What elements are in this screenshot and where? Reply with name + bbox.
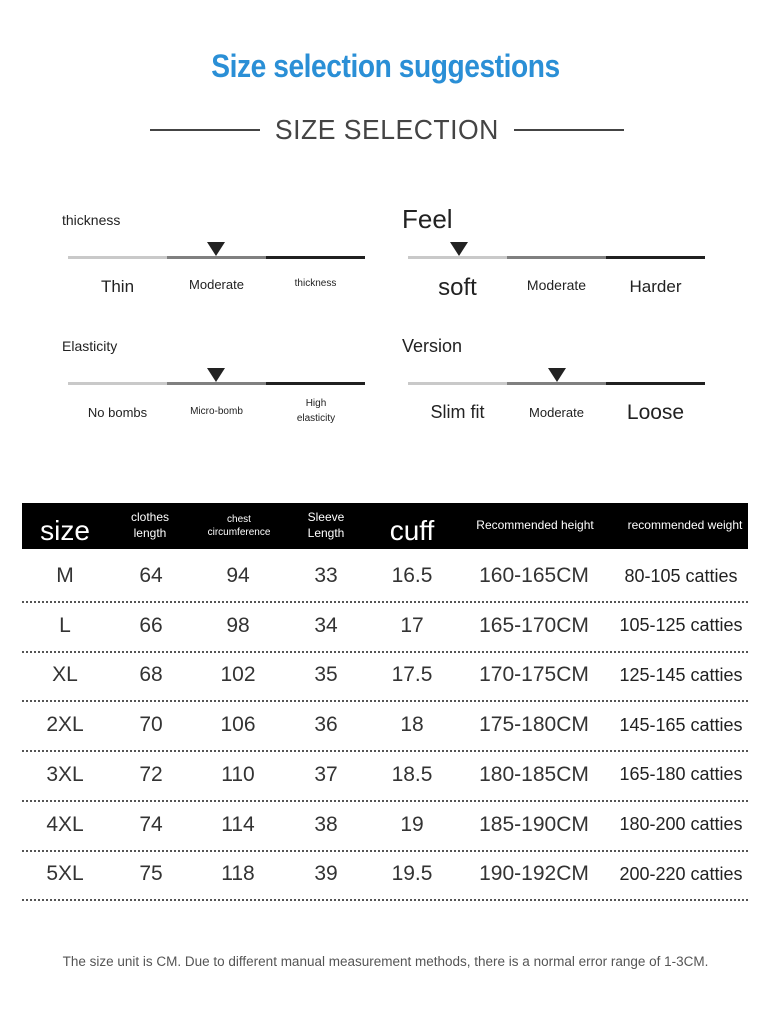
header-clothes-length: clothes length [130,510,170,540]
section-heading [150,110,624,150]
cell-size: 5XL [46,862,84,886]
cell-cuff: 19.5 [391,862,433,886]
option-slim-fit: Slim fit [430,402,485,422]
scale-segment-low [68,256,167,259]
cell-recommended-weight: 80-105 catties [624,565,738,586]
cell-recommended-weight: 145-165 catties [619,714,743,735]
cell-clothes-length: 64 [139,564,163,587]
cell-chest-circumference: 114 [221,812,255,836]
attribute-label: thickness [62,212,121,228]
section-subtitle: SIZE SELECTION [275,114,499,145]
divider-right [514,129,624,131]
cell-cuff: 16.5 [391,564,433,587]
cell-sleeve-length: 33 [314,564,338,587]
attribute-feel [402,204,702,322]
cell-cuff: 18 [400,713,424,737]
cell-recommended-height: 165-170CM [479,613,589,637]
option-moderate: Moderate [529,405,584,420]
attribute-version [402,338,702,448]
cell-clothes-length: 72 [139,762,163,786]
scale-segment-high [606,382,705,385]
cell-clothes-length: 74 [139,812,163,836]
option-moderate: Moderate [526,277,587,293]
table-row [22,800,748,852]
cell-size: 2XL [46,713,84,737]
attribute-elasticity [62,338,362,448]
cell-chest-circumference: 102 [220,663,256,687]
cell-chest-circumference: 98 [226,613,250,637]
cell-size: XL [52,663,78,687]
option-high-elasticity: High elasticity [296,398,336,424]
cell-recommended-weight: 180-200 catties [619,814,743,834]
cell-sleeve-length: 35 [314,663,338,687]
cell-cuff: 18.5 [391,762,433,786]
cell-recommended-weight: 125-145 catties [619,664,743,685]
attribute-thickness [62,212,362,322]
cell-chest-circumference: 110 [221,762,255,786]
cell-recommended-height: 185-190CM [479,812,589,836]
scale-segment-mid [167,256,266,259]
cell-recommended-height: 190-192CM [479,862,589,886]
cell-size: 3XL [46,762,84,786]
cell-cuff: 19 [400,812,424,836]
page-title: Size selection suggestions [211,48,560,84]
cell-recommended-height: 180-185CM [479,762,589,786]
header-sleeve-length: Sleeve Length [307,510,345,540]
cell-sleeve-length: 39 [314,862,338,886]
cell-clothes-length: 66 [139,613,163,637]
option-soft: soft [438,274,477,301]
cell-cuff: 17 [400,613,424,637]
table-row [22,750,748,802]
cell-size: M [56,564,74,587]
attribute-label: Elasticity [62,338,118,354]
option-loose: Loose [626,401,685,424]
cell-clothes-length: 68 [139,663,163,687]
table-row [22,700,748,752]
cell-clothes-length: 70 [139,713,163,737]
size-table-header [22,503,748,549]
table-row [22,849,748,901]
cell-recommended-weight: 200-220 catties [619,863,743,884]
header-chest-circumference: chest circumference [207,514,271,538]
header-size: size [40,514,90,546]
cell-size: L [59,613,71,637]
cell-recommended-weight: 105-125 catties [619,615,743,636]
divider-left [150,129,260,131]
table-row [22,601,748,653]
scale-marker-icon [548,368,566,382]
footnote: The size unit is CM. Due to different manual measurement methods, there is a normal error range of 1-3CM. [62,954,709,969]
cell-sleeve-length: 38 [314,812,338,836]
scale-segment-low [68,382,167,385]
cell-cuff: 17.5 [391,663,433,687]
cell-recommended-height: 160-165CM [479,564,589,587]
table-row [22,650,748,702]
scale-segment-low [408,382,507,385]
attribute-label: Version [402,336,463,356]
cell-sleeve-length: 34 [314,613,338,637]
option-micro-bomb: Micro-bomb [190,406,243,417]
cell-recommended-height: 175-180CM [479,713,589,737]
scale-segment-high [266,382,365,385]
scale-segment-high [266,256,365,259]
scale-marker-icon [207,242,225,256]
cell-size: 4XL [46,812,84,836]
scale-segment-mid [167,382,266,385]
option-moderate: Moderate [189,277,244,292]
scale-marker-icon [450,242,468,256]
cell-recommended-weight: 165-180 catties [619,764,743,785]
cell-recommended-height: 170-175CM [479,663,589,687]
cell-clothes-length: 75 [139,862,163,886]
scale-segment-mid [507,256,606,259]
cell-sleeve-length: 36 [314,713,338,737]
header-recommended-height: Recommended height [476,518,594,533]
cell-chest-circumference: 118 [221,862,255,886]
header-recommended-weight: recommended weight [627,518,743,533]
attribute-label: Feel [402,204,453,234]
scale-segment-mid [507,382,606,385]
scale-marker-icon [207,368,225,382]
scale-segment-low [408,256,507,259]
cell-chest-circumference: 94 [226,564,250,587]
cell-chest-circumference: 106 [220,713,256,737]
table-row [22,551,748,603]
option-no-bombs: No bombs [87,405,148,420]
header-cuff: cuff [389,514,435,546]
cell-sleeve-length: 37 [314,762,338,786]
option-thickness: thickness [294,278,337,289]
option-thin: Thin [100,277,135,296]
option-harder: Harder [629,277,682,296]
scale-segment-high [606,256,705,259]
